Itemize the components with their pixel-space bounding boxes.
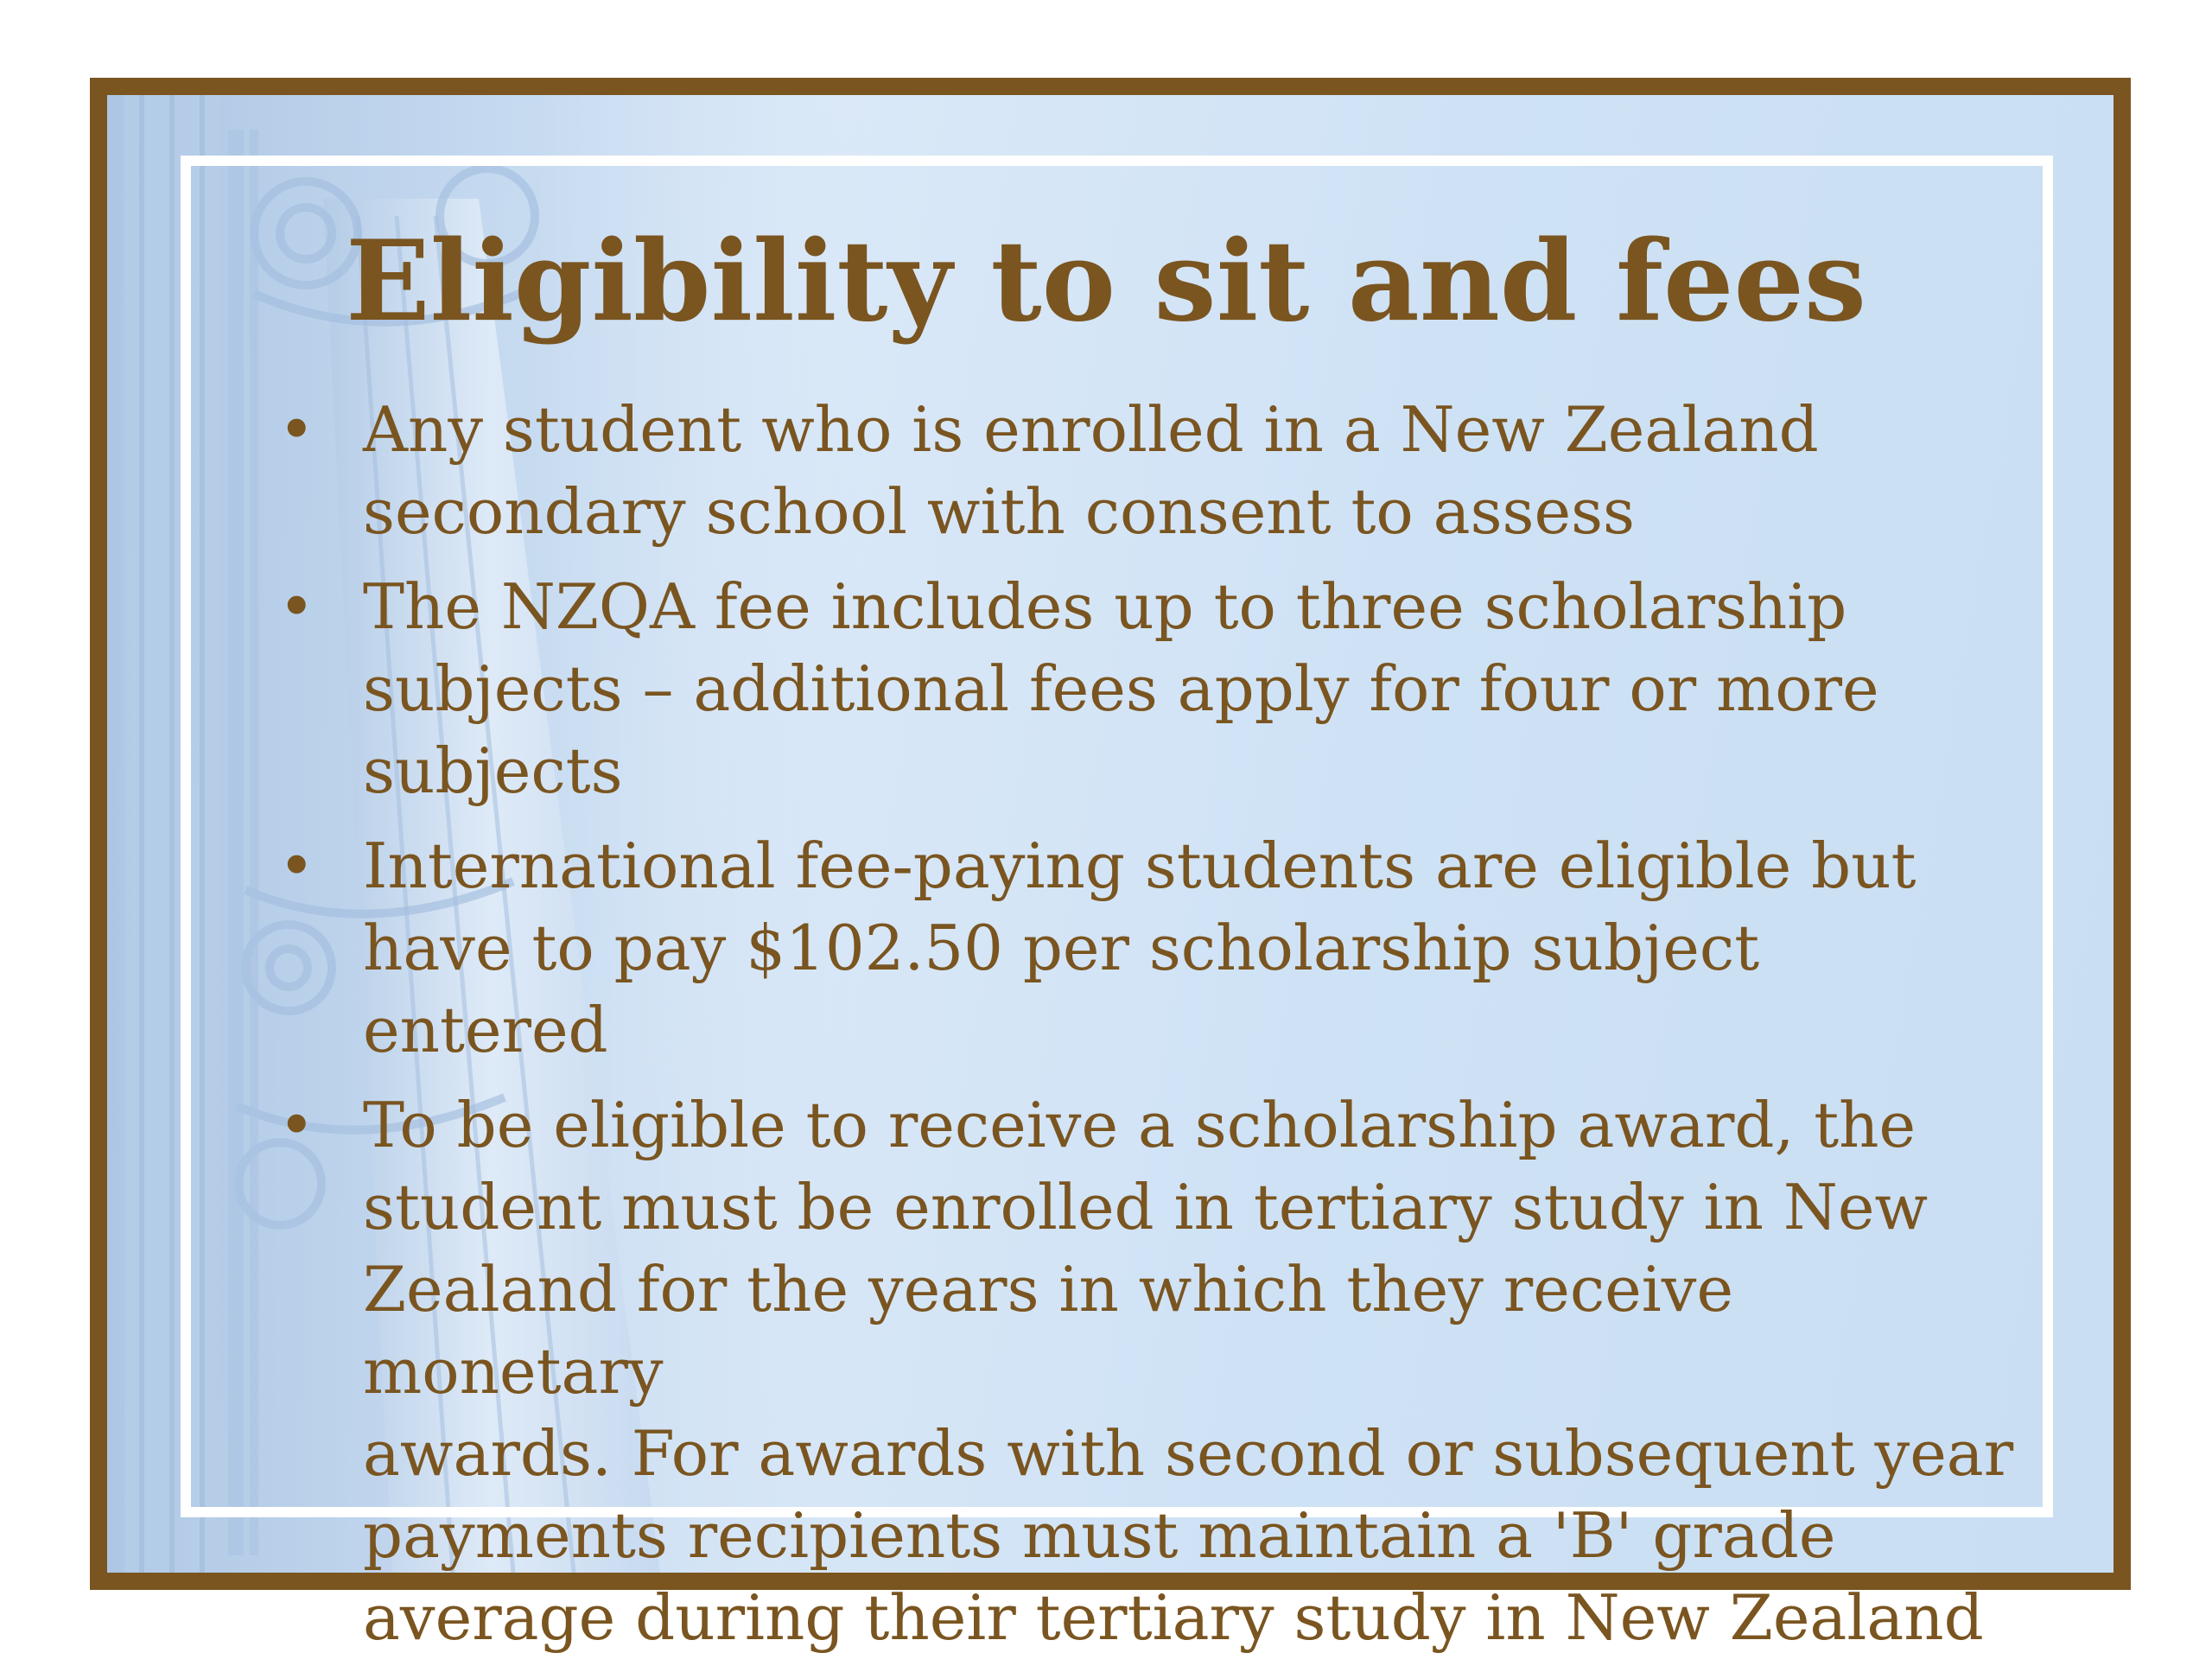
bullet-line: To be eligible to receive a scholarship award, the [363,1089,1916,1161]
bullet-line: The NZQA fee includes up to three scholarship [363,570,1847,643]
bullet-list [270,389,2015,1672]
bullet-icon: • [278,393,315,466]
bullet-line: awards. For awards with second or subsequent year [363,1417,2014,1490]
bullet-item [270,1084,2015,1659]
bullet-item [270,825,2015,1071]
bullet-item [270,566,2015,812]
bullet-icon: • [278,830,315,902]
slide-title: Eligibility to sit and fees [346,217,1866,346]
bullet-line: subjects – additional fees apply for four or more [363,652,1879,725]
bullet-line: International fee-paying students are eligible but [363,830,1916,902]
bullet-line: Zealand for the years in which they receive monetary [363,1253,1734,1408]
bullet-item [270,389,2015,553]
bullet-icon: • [278,1089,315,1161]
bullet-line: payments recipients must maintain a 'B' grade [363,1499,1836,1572]
bullet-icon: • [278,570,315,643]
bullet-line: average during their tertiary study in New Zealand [363,1581,1984,1654]
bullet-line: secondary school with consent to assess [363,475,1635,548]
bullet-line: student must be enrolled in tertiary study in New [363,1171,1929,1243]
bullet-line: Any student who is enrolled in a New Zealand [363,393,1819,466]
bullet-line: have to pay $102.50 per scholarship subject entered [363,912,1760,1066]
bullet-line: subjects [363,734,623,807]
